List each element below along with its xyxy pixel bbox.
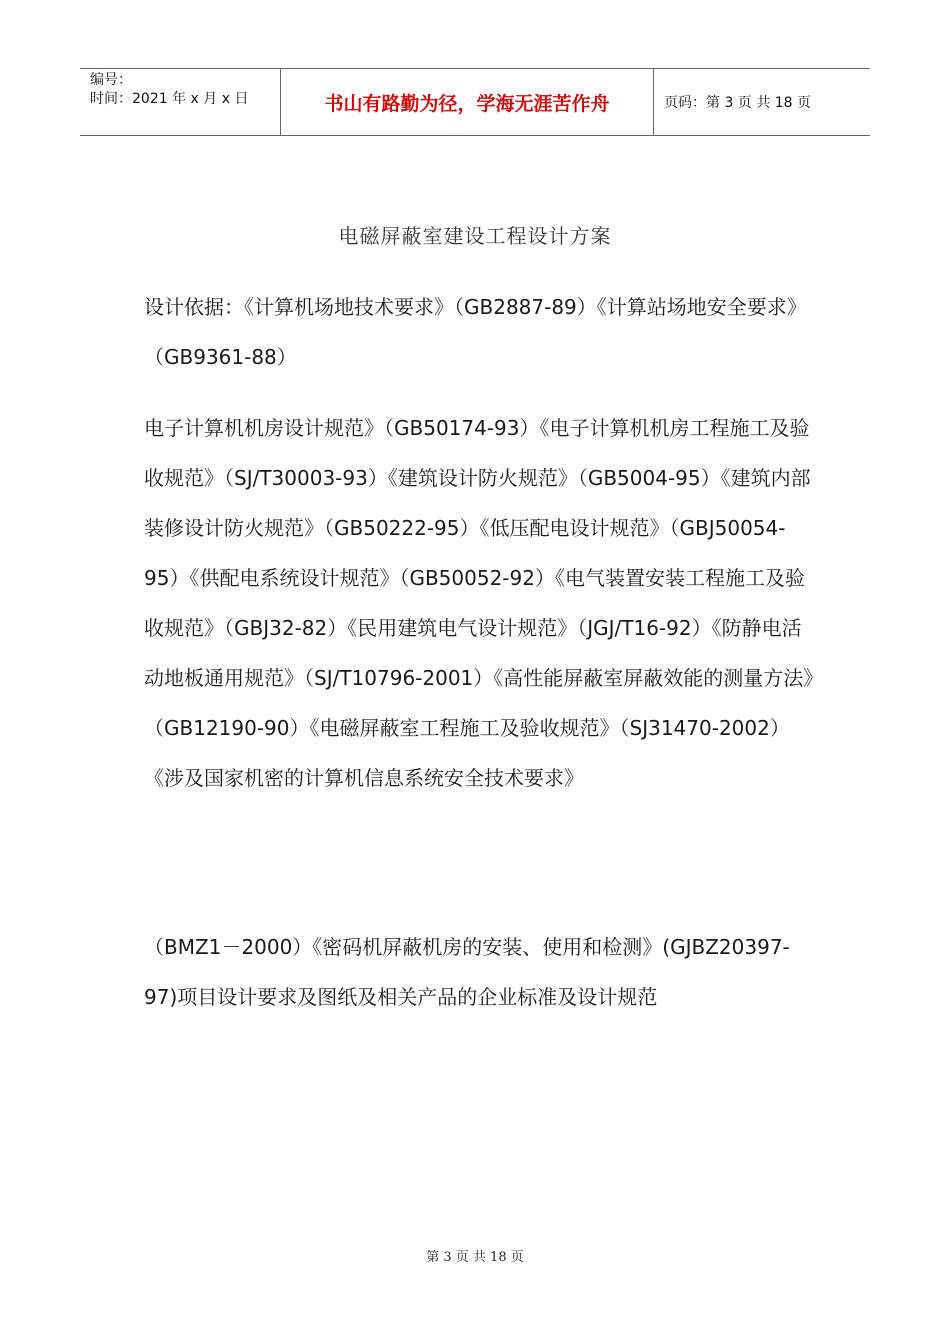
- time-label: 时间：2021 年 x 月 x 日: [90, 91, 249, 107]
- header-meta: [80, 69, 281, 135]
- paragraph-standards: [144, 403, 814, 803]
- paragraph-basis: [144, 282, 814, 382]
- paragraph-1: 设计依据：《计算机场地技术要求》（GB2887-89）《计算站场地安全要求》（GB9361-88）: [144, 295, 807, 369]
- header-page-label: 页码：第 3 页 共 18 页: [664, 95, 811, 111]
- page-footer: 第 3 页 共 18 页: [426, 1250, 524, 1265]
- number-label: 编号：: [90, 72, 132, 88]
- paragraph-2: 电子计算机机房设计规范》（GB50174-93）《电子计算机机房工程施工及验收规范》（SJ/T30003-93）《建筑设计防火规范》（GB5004-95）《建筑内部装修设计防火规范》（GB50222-95）《低压配电设计规范》（GBJ50054-95）《供配电系统设计规范》（GB50052-92）《电气装置安装工程施工及验收规范》（GBJ32-82）《民用建筑电气设计规范》（JGJ/T16-92）《防静电活动地板通用规范》（SJ/T10796-2001）《高性能屏蔽室屏蔽效能的测量方法》（GB12190-90）《电磁屏蔽室工程施工及验收规范》（SJ31470-2002）《涉及国家机密的计算机信息系统安全技术要求》: [144, 416, 814, 790]
- paragraph-3: （BMZ1－2000）《密码机屏蔽机房的安装、使用和检测》(GJBZ20397-97)项目设计要求及图纸及相关产品的企业标准及设计规范: [144, 935, 790, 1009]
- header-motto: 书山有路勤为径，学海无涯苦作舟: [281, 69, 654, 135]
- page-header: [80, 68, 870, 136]
- paragraph-requirements: [144, 922, 814, 1022]
- document-title: 电磁屏蔽室建设工程设计方案: [338, 224, 612, 248]
